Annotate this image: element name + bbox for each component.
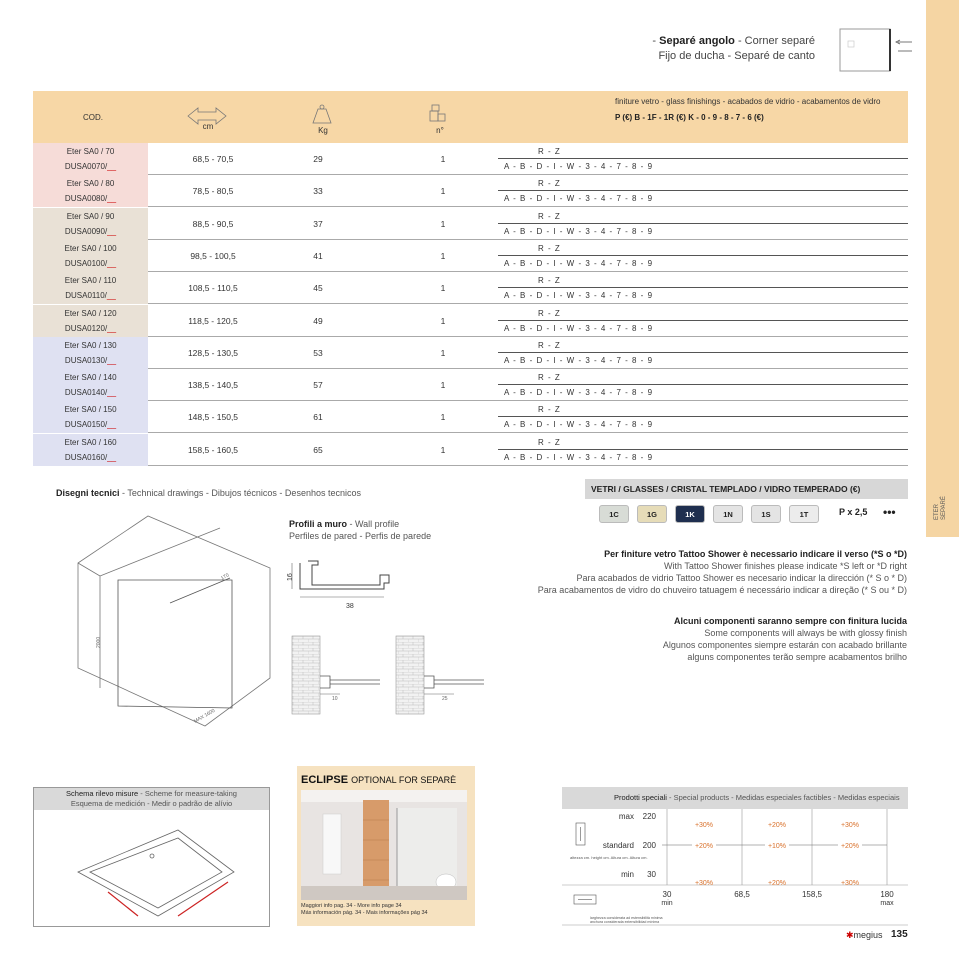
weight-cell: 45 (313, 283, 323, 294)
x-tick-x_max: max (880, 900, 894, 907)
special-cell: +20% (840, 843, 860, 850)
special-cell: +30% (694, 880, 714, 887)
table-row (33, 401, 908, 433)
svg-text:16: 16 (287, 573, 294, 581)
table-row (33, 337, 908, 369)
special-cell: +20% (767, 822, 787, 829)
glass-options-title: VETRI / GLASSES / CRISTAL TEMPLADO / VIDRO TEMPERADO (€) (585, 479, 908, 499)
weight-cell: 49 (313, 315, 323, 326)
finish-line-1: R - Z (498, 435, 908, 450)
eclipse-title: ECLIPSE OPTIONAL FOR SEPARÈ (301, 774, 457, 786)
weight-cell: 41 (313, 250, 323, 261)
weight-cell: 29 (313, 154, 323, 164)
table-row (33, 305, 908, 337)
glass-finish-prices: P (€) B - 1F - 1R (€) K - 0 - 9 - 8 - 7 - 6 (€) (615, 113, 764, 122)
special-row-label: max (618, 812, 634, 821)
table-row (33, 272, 908, 304)
finish-line-1: R - Z (498, 306, 908, 321)
product-code-cell: Eter SA0 / 150 DUSA0150/__ (33, 401, 148, 433)
section-title: - Separé angolo - Corner separé Fijo de ducha - Separé de canto (652, 35, 815, 62)
corner-separe-icon (838, 27, 914, 73)
tattoo-note: Per finiture vetro Tattoo Shower è necessario indicare il verso (*S o *D) With Tattoo Shower finishes please indicate *S left or *D right Para acabados de vidrio Tattoo Shower es necesario indicar la dirección (* S o * D) Para acabamentos de vidro do chuveiro tatuagem é necessário indicar a direção (* S ou * D) (537, 549, 907, 595)
glass-options (585, 479, 908, 529)
height-label: altezza cm. height cm. Altura cm. Altura cm. (570, 855, 648, 860)
width-label: larghezza considerata ad estensibilità minima (590, 916, 663, 920)
code-header: COD. (83, 113, 103, 122)
finish-line-2: A - B - D - I - W - 3 - 4 - 7 - 8 - 9 (504, 162, 654, 171)
finish-line-2: A - B - D - I - W - 3 - 4 - 7 - 8 - 9 (504, 323, 654, 333)
wall-profile-title: Profili a muro - Wall profile Perfiles de pared - Perfis de parede (289, 519, 432, 541)
product-code-cell: Eter SA0 / 100 DUSA0100/__ (33, 240, 148, 272)
glass-chip: 1G (637, 505, 667, 523)
finish-line-2: A - B - D - I - W - 3 - 4 - 7 - 8 - 9 (504, 194, 654, 204)
finish-line-1: R - Z (498, 273, 908, 288)
quantity-cell: 1 (440, 250, 446, 261)
measure-scheme-title: Schema rilevo misure - Scheme for measure-taking Esquema de medición - Medir o padrão de alívio (34, 788, 269, 810)
finish-line-2: A - B - D - I - W - 3 - 4 - 7 - 8 - 9 (504, 355, 654, 365)
product-code-cell: Eter SA0 / 130 DUSA0130/__ (33, 337, 148, 369)
dim-unit: cm (202, 122, 214, 131)
quantity-cell: 1 (440, 315, 446, 326)
x-tick: 30 (662, 890, 672, 899)
special-row-label: min (621, 870, 634, 879)
svg-text:170: 170 (220, 572, 231, 582)
x-tick: 158,5 (801, 890, 823, 899)
finish-line-2: A - B - D - I - W - 3 - 4 - 7 - 8 - 9 (504, 226, 654, 236)
glass-chip: 1C (599, 505, 629, 523)
weight-icon (311, 103, 333, 125)
glass-chip: 1S (751, 505, 781, 523)
special-cell: +30% (694, 822, 714, 829)
dimension-cell: 128,5 - 130,5 (187, 347, 239, 358)
eclipse-photo (301, 790, 467, 900)
finish-line-1: R - Z (498, 144, 908, 159)
table-row (33, 208, 908, 240)
x-tick: 68,5 (734, 890, 750, 899)
quantity-cell: 1 (440, 218, 446, 229)
svg-text:25: 25 (442, 696, 448, 702)
svg-text:38: 38 (346, 603, 354, 610)
dimension-cell: 88,5 - 90,5 (192, 218, 234, 229)
finish-line-1: R - Z (498, 209, 908, 224)
quantity-cell: 1 (440, 347, 446, 358)
table-header (33, 91, 908, 143)
weight-cell: 65 (313, 444, 323, 455)
weight-cell: 61 (313, 412, 323, 423)
special-products-title: Prodotti speciali - Special products - Medidas especiales factibles - Medidas especiais (562, 787, 908, 809)
wall-section-drawings (288, 630, 488, 715)
quantity-cell: 1 (440, 412, 446, 423)
table-row (33, 175, 908, 207)
more-dots: ••• (883, 505, 896, 519)
svg-text:10: 10 (332, 696, 338, 702)
table-row (33, 434, 908, 466)
finish-line-1: R - Z (498, 338, 908, 353)
glass-chip: 1N (713, 505, 743, 523)
dimension-cell: 148,5 - 150,5 (187, 412, 239, 423)
quantity-cell: 1 (440, 380, 446, 391)
finish-line-1: R - Z (498, 370, 908, 385)
width-label-2: anchura considerada extensibilidad mínima (590, 920, 660, 924)
product-code-cell: Eter SA0 / 140 DUSA0140/__ (33, 369, 148, 401)
product-code-cell: Eter SA0 / 120 DUSA0120/__ (33, 305, 148, 337)
svg-text:MAX 1600: MAX 1600 (193, 707, 217, 725)
dimension-cell: 158,5 - 160,5 (187, 444, 239, 455)
dimension-cell: 138,5 - 140,5 (187, 380, 239, 391)
product-code-cell: Eter SA0 / 70 DUSA0070/__ (33, 143, 148, 175)
weight-cell: 53 (313, 347, 323, 358)
measure-scheme-drawing (38, 812, 266, 924)
dimension-cell: 68,5 - 70,5 (192, 154, 234, 164)
svg-text:2000: 2000 (96, 636, 102, 648)
weight-unit: Kg (318, 126, 328, 135)
dimension-cell: 108,5 - 110,5 (188, 283, 238, 294)
product-code-cell: Eter SA0 / 80 DUSA0080/__ (33, 175, 148, 207)
product-code-cell: Eter SA0 / 160 DUSA0160/__ (33, 434, 148, 466)
table-row (33, 240, 908, 272)
finish-line-2: A - B - D - I - W - 3 - 4 - 7 - 8 - 9 (504, 291, 654, 301)
package-icon (429, 103, 447, 123)
quantity-cell: 1 (440, 444, 446, 455)
p-price-multiplier: P x 2,5 (839, 507, 868, 517)
tech-drawings-title: Disegni tecnici - Technical drawings - Dibujos técnicos - Desenhos tecnicos (56, 488, 361, 498)
x-tick: 180 (880, 890, 894, 899)
special-row-value: 200 (642, 841, 656, 850)
special-row-value: 220 (642, 812, 656, 821)
weight-cell: 57 (313, 380, 323, 391)
special-products-box (562, 787, 908, 927)
weight-cell: 33 (313, 186, 323, 197)
glass-chip: 1K (675, 505, 705, 523)
page-number: 135 (891, 929, 908, 940)
shower-drawing (70, 508, 275, 733)
measure-scheme-box (33, 787, 270, 927)
product-code-cell: Eter SA0 / 90 DUSA0090/__ (33, 208, 148, 240)
table-row (33, 369, 908, 401)
special-cell: +20% (767, 880, 787, 887)
glass-chip: 1T (789, 505, 819, 523)
product-code-cell: Eter SA0 / 110 DUSA0110/__ (33, 272, 148, 304)
quantity-cell: 1 (440, 186, 446, 197)
finish-line-2: A - B - D - I - W - 3 - 4 - 7 - 8 - 9 (504, 388, 654, 398)
side-tab (926, 0, 959, 537)
special-cell: +30% (840, 822, 860, 829)
special-products-grid (562, 809, 908, 927)
eclipse-info: Maggiori info pag. 34 - More info page 34 Más información pág. 34 - Mais informações pág 34 (301, 903, 428, 916)
wall-profile-drawing (284, 553, 404, 613)
special-cell: +20% (694, 843, 714, 850)
x-tick-x_min: min (661, 900, 673, 907)
table-row (33, 143, 908, 175)
special-row-label: standard (602, 841, 634, 850)
glossy-note: Alcuni componenti saranno sempre con finitura lucida Some components will always be with glossy finish Algunos componentes siempre estarán con acabado brillante alguns componentes terão sempre acabamentos brilho (662, 616, 907, 662)
finish-line-2: A - B - D - I - W - 3 - 4 - 7 - 8 - 9 (504, 420, 654, 430)
side-tab-label: ETER SEPARÉ (934, 496, 947, 520)
special-cell: +10% (767, 843, 787, 850)
quantity-cell: 1 (440, 154, 446, 164)
qty-unit: n° (436, 126, 444, 135)
brand-logo: ✱megius (846, 930, 883, 940)
dimension-cell: 98,5 - 100,5 (190, 250, 236, 261)
dimension-cell: 78,5 - 80,5 (192, 186, 234, 197)
finish-line-1: R - Z (498, 176, 908, 191)
finish-line-1: R - Z (498, 241, 908, 256)
quantity-cell: 1 (440, 283, 446, 294)
dimension-cell: 118,5 - 120,5 (188, 315, 238, 326)
finish-line-1: R - Z (498, 402, 908, 417)
special-row-value: 30 (647, 870, 656, 879)
finish-line-2: A - B - D - I - W - 3 - 4 - 7 - 8 - 9 (504, 258, 654, 268)
weight-cell: 37 (313, 218, 323, 229)
glass-finish-title: finiture vetro - glass finishings - acabados de vidrio - acabamentos de vidro (615, 97, 881, 106)
special-cell: +30% (840, 880, 860, 887)
eclipse-optional (297, 766, 475, 926)
finish-line-2: A - B - D - I - W - 3 - 4 - 7 - 8 - 9 (504, 452, 654, 462)
